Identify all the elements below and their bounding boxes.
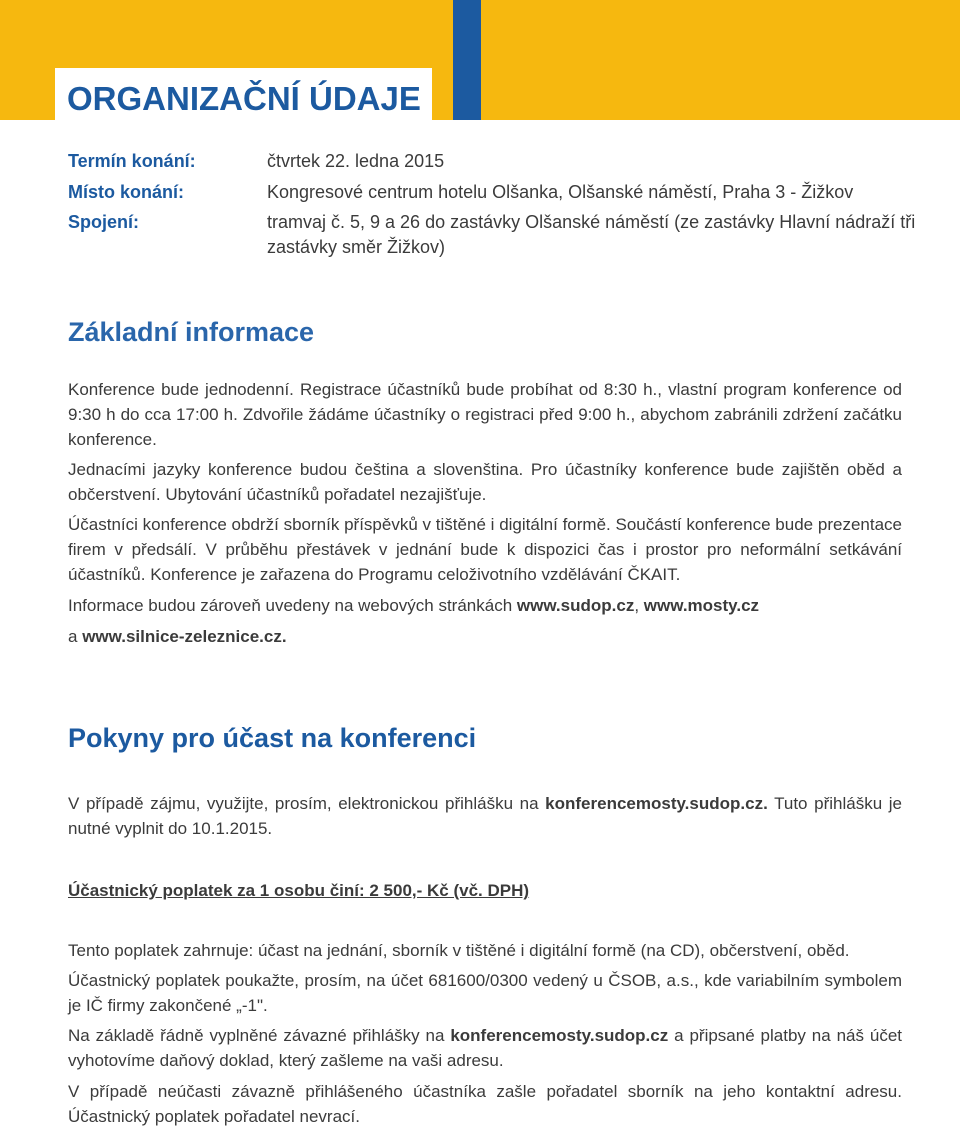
instructions-heading: Pokyny pro účast na konferenci xyxy=(68,723,477,753)
page-title: ORGANIZAČNÍ ÚDAJE xyxy=(67,80,421,117)
transport-value: tramvaj č. 5, 9 a 26 do zastávky Olšanské náměstí (ze zastávky Hlavní nádraží tři zastávky směr Žižkov) xyxy=(267,212,916,257)
place-value: Kongresové centrum hotelu Olšanka, Olšanské náměstí, Praha 3 - Žižkov xyxy=(267,182,854,202)
link-silnice-zeleznice[interactable]: www.silnice-zeleznice.cz xyxy=(82,627,282,646)
date-label: Termín konání: xyxy=(68,151,196,171)
basic-paragraph-schedule: Konference bude jednodenní. Registrace účastníků bude probíhat od 8:30 h., vlastní program konference od 9:30 h do cca 17:00 h. Zdvořile žádáme účastníky o registraci před 9:00 h., abychom zabránili zdržení začátku konference. xyxy=(68,380,902,449)
websites-separator: , xyxy=(634,596,644,615)
instructions-paragraph-registration xyxy=(68,791,902,841)
registration-text: V případě zájmu, využijte, prosím, elektronickou přihlášku na xyxy=(68,794,546,813)
basic-paragraph-proceedings: Účastníci konference obdrží sborník příspěvků v tištěné i digitální formě. Součástí konference bude prezentace firem v předsálí. V průběhu přestávek v jednání bude k dispozici čas i prostor pro neformální setkávání účastníků. Konference je zařazena do Programu celoživotního vzdělávání ČKAIT. xyxy=(68,515,902,584)
fee-includes-paragraph: Tento poplatek zahrnuje: účast na jednání, sborník v tištěné i digitální formě (na CD), občerstvení, oběd. xyxy=(68,941,850,960)
fee-line: Účastnický poplatek za 1 osobu činí: 2 500,- Kč (vč. DPH) xyxy=(68,881,530,900)
link-invoice-registration[interactable]: konferencemosty.sudop.cz xyxy=(450,1026,669,1045)
transport-label: Spojení: xyxy=(68,212,139,232)
header-band-blue xyxy=(453,0,481,120)
invoice-end: a připsané platby na náš účet vyhotovíme daňový doklad, který zašleme na vaši adresu. xyxy=(68,1026,902,1070)
websites-line2 xyxy=(68,624,287,649)
date-value: čtvrtek 22. ledna 2015 xyxy=(267,151,445,171)
basic-paragraph-websites xyxy=(68,593,902,649)
link-sudop[interactable]: www.sudop.cz xyxy=(516,596,635,615)
basic-info-heading: Základní informace xyxy=(68,317,315,347)
link-mosty[interactable]: www.mosty.cz xyxy=(643,596,760,615)
basic-paragraph-languages: Jednacími jazyky konference budou čeština a slovenština. Pro účastníky konference bude zajištěn oběd a občerstvení. Ubytování účastníků pořadatel nezajišťuje. xyxy=(68,460,902,504)
header-band-right xyxy=(481,0,960,120)
cancellation-paragraph: V případě neúčasti závazně přihlášeného účastníka zašle pořadatel sborník na jeho kontaktní adresu. Účastnický poplatek pořadatel nevrací. xyxy=(68,1082,902,1126)
websites-end: . xyxy=(281,627,287,646)
websites-and: a xyxy=(68,627,83,646)
websites-text: Informace budou zároveň uvedeny na webových stránkách xyxy=(68,596,517,615)
invoice-paragraph xyxy=(68,1023,902,1073)
place-label: Místo konání: xyxy=(68,182,184,202)
payment-paragraph: Účastnický poplatek poukažte, prosím, na účet 681600/0300 vedený u ČSOB, a.s., kde variabilním symbolem je IČ firmy zakončené „-1". xyxy=(68,971,902,1015)
invoice-text: Na základě řádně vyplněné závazné přihlášky na xyxy=(68,1026,451,1045)
registration-end: Tuto přihlášku je nutné vyplnit do 10.1.2015. xyxy=(68,794,902,838)
link-registration[interactable]: konferencemosty.sudop.cz. xyxy=(545,794,768,813)
